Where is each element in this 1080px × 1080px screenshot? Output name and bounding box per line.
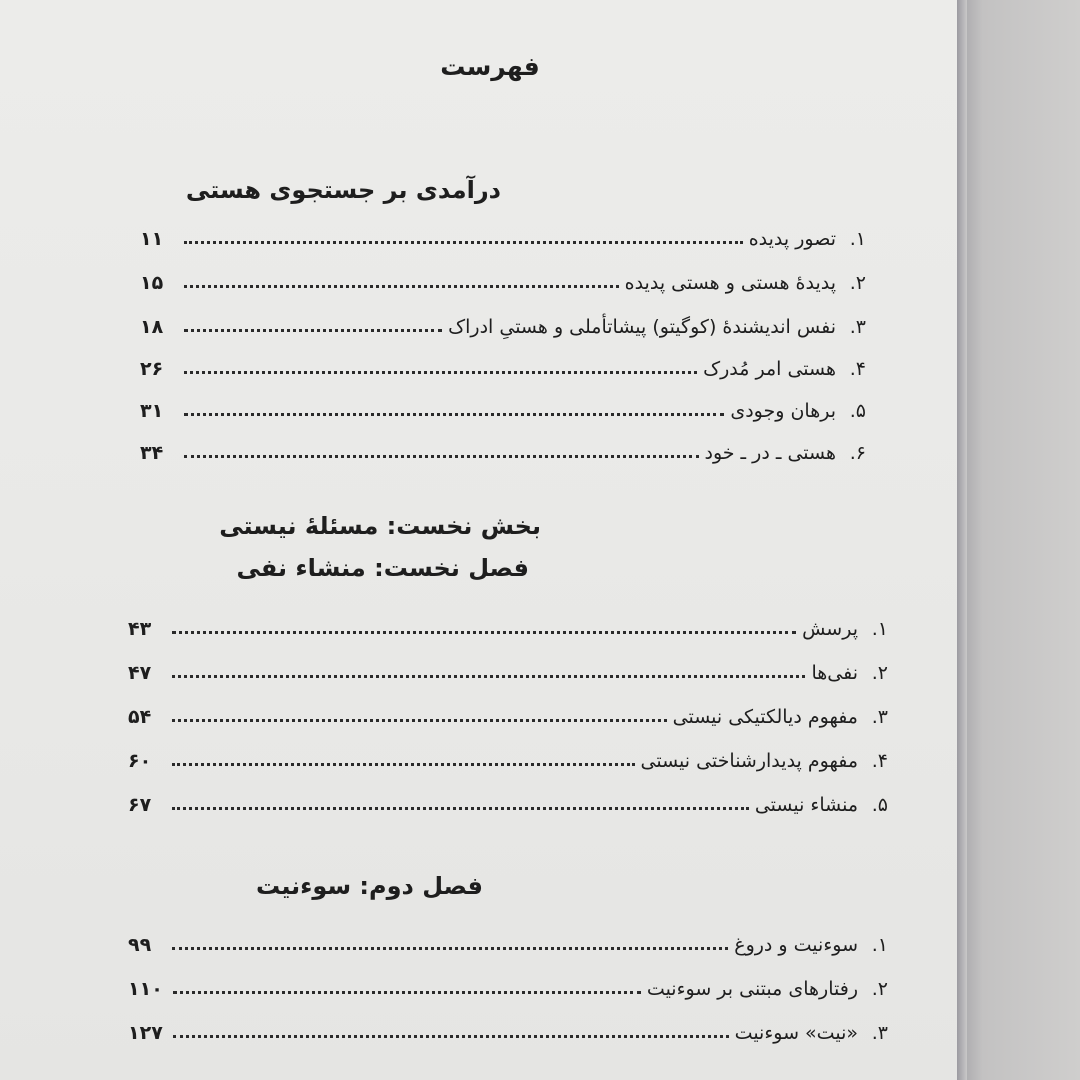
toc-entry [140, 256, 866, 294]
entry-page: ۴۳ [128, 618, 152, 640]
toc-entry [128, 918, 888, 956]
toc-entry [140, 342, 866, 380]
entry-number: ۳. [871, 706, 888, 728]
entry-page: ۶۰ [128, 750, 152, 772]
entry-number: ۲. [871, 662, 888, 684]
toc-entry [128, 734, 888, 772]
entry-number: ۶. [849, 442, 866, 464]
dot-leader [172, 675, 805, 678]
toc-entry [128, 962, 888, 1000]
entry-number: ۳. [849, 316, 866, 338]
entry-page: ۶۷ [128, 794, 152, 816]
dot-leader [184, 455, 699, 458]
dot-leader [173, 991, 641, 994]
entry-number: ۲. [871, 978, 888, 1000]
entry-page: ۳۴ [140, 442, 164, 464]
entry-number: ۲. [849, 272, 866, 294]
entry-number: ۴. [849, 358, 866, 380]
toc-entry [140, 384, 866, 422]
entry-page: ۱۵ [140, 272, 164, 294]
entry-number: ۱. [871, 934, 888, 956]
dot-leader [172, 807, 749, 810]
toc-entry [128, 602, 888, 640]
dot-leader [184, 285, 619, 288]
entry-title: پرسش [802, 618, 858, 640]
toc-entry [128, 690, 888, 728]
entry-number: ۴. [871, 750, 888, 772]
toc-entry [140, 300, 866, 338]
chapter-heading: فصل دوم: سوءنیت [255, 872, 483, 900]
entry-title: مفهوم پدیدارشناختی نیستی [640, 750, 858, 772]
dot-leader [173, 1035, 729, 1038]
page-title: فهرست [440, 52, 540, 81]
entry-page: ۳۱ [140, 400, 164, 422]
dot-leader [184, 329, 442, 332]
toc-entry [128, 1006, 888, 1044]
entry-title: منشاء نیستی [754, 794, 858, 816]
entry-page: ۱۸ [140, 316, 164, 338]
entry-number: ۳. [871, 1022, 888, 1044]
entry-title: سوءنیت و دروغ [734, 934, 858, 956]
chapter-heading: فصل نخست: منشاء نفی [236, 554, 529, 582]
entry-number: ۱. [849, 228, 866, 250]
entry-page: ۱۱ [140, 228, 164, 250]
dot-leader [172, 763, 635, 766]
entry-title: تصور پدیده [748, 228, 836, 250]
book-page-edge [957, 0, 967, 1080]
dot-leader [184, 371, 697, 374]
entry-title: پدیدهٔ هستی و هستی پدیده [624, 272, 836, 294]
dot-leader [172, 947, 728, 950]
dot-leader [184, 413, 724, 416]
entry-title: نفی‌ها [811, 662, 858, 684]
intro-heading: درآمدی بر جستجوی هستی [185, 176, 501, 204]
entry-title: رفتارهای مبتنی بر سوءنیت [646, 978, 858, 1000]
entry-title: هستی امر مُدرک [703, 358, 836, 380]
toc-entry [128, 646, 888, 684]
entry-title: «نیت» سوءنیت [734, 1022, 858, 1044]
entry-page: ۲۶ [140, 358, 164, 380]
toc-entry [128, 778, 888, 816]
dot-leader [172, 631, 796, 634]
part-heading: بخش نخست: مسئلهٔ نیستی [219, 512, 541, 540]
entry-title: برهان وجودی [730, 400, 836, 422]
entry-number: ۵. [871, 794, 888, 816]
toc-entry [140, 426, 866, 464]
toc-entry [140, 212, 866, 250]
entry-number: ۵. [849, 400, 866, 422]
entry-title: هستی ـ در ـ خود [704, 442, 836, 464]
entry-title: مفهوم دیالکتیکی نیستی [672, 706, 858, 728]
entry-number: ۱. [871, 618, 888, 640]
entry-title: نفس اندیشندهٔ (کوگیتو) پیشاتأملی و هستیِ ادراک [448, 316, 836, 338]
entry-page: ۱۲۷ [128, 1022, 163, 1044]
entry-page: ۱۱۰ [128, 978, 163, 1000]
entry-page: ۵۴ [128, 706, 152, 728]
dot-leader [184, 241, 743, 244]
entry-page: ۹۹ [128, 934, 152, 956]
entry-page: ۴۷ [128, 662, 152, 684]
dot-leader [172, 719, 667, 722]
